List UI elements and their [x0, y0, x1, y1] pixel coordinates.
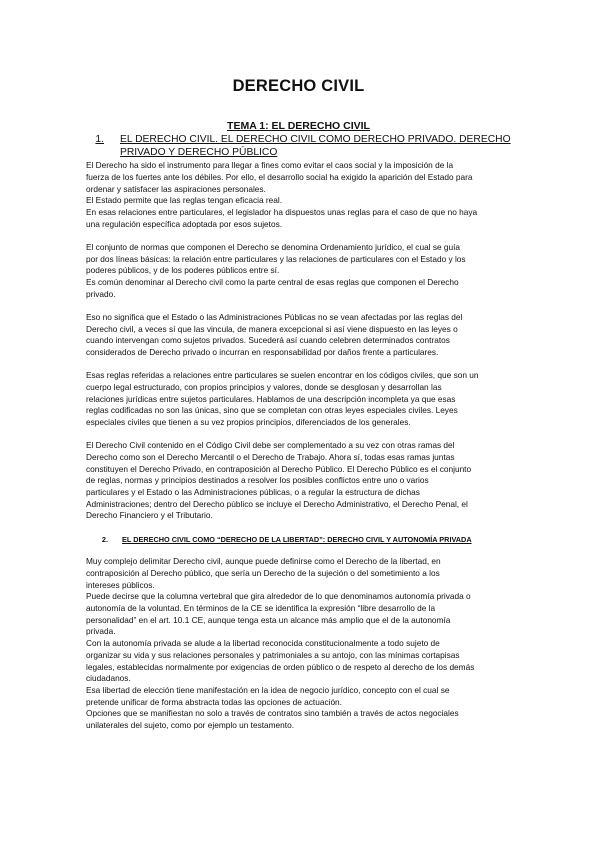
section-2-number: 2.: [101, 534, 108, 544]
paragraph-3: Eso no significa que el Estado o las Administraciones Públicas no se vean afectadas por las reglas del Derecho civil, a veces sí que las vincula, de manera excepcional si así viene dispuesto en las leyes o cuando intervengan como sujetos privados. Sucederá así cuando celebren determinados contratos considerados de Derecho privado o incurran en responsabilidad por daños frente a particulares.: [86, 311, 463, 358]
paragraph-2: El conjunto de normas que componen el Derecho se denomina Ordenamiento jurídico, el cual se guía por dos líneas básicas: la relación entre particulares y las relaciones de particulares con el Estado y los poderes públicos, y de los poderes públicos entre sí. Es común denominar al Derecho civil como la parte central de esas reglas que componen el Derecho privado.: [86, 241, 466, 299]
document-title: DERECHO CIVIL: [232, 77, 365, 95]
section-2-title: EL DERECHO CIVIL COMO “DERECHO DE LA LIBERTAD”: DERECHO CIVIL Y AUTONOMÍA PRIVADA: [122, 534, 472, 544]
tema-heading: TEMA 1: EL DERECHO CIVIL: [227, 120, 370, 132]
paragraph-5: El Derecho Civil contenido en el Código Civil debe ser complementado a su vez con otras ramas del Derecho como son el Derecho Mercantil o el Derecho de Trabajo. Ahora sí, todas esas ramas juntas constituyen el Derecho Privado, en contraposición al Derecho Público. El Derecho Público es el conjunto de reglas, normas y principios destinados a resolver los posibles conflictos entre uno o varios particulares y el Estado o las Administraciones públicas, o a regular la estructura de dichas Administraciones; dentro del Derecho público se incluye el Derecho Administrativo, el Derecho Penal, el Derecho Financiero y el Tributario.: [86, 440, 472, 521]
section-1-heading: [86, 134, 511, 159]
paragraph-1: El Derecho ha sido el instrumento para llegar a fines como evitar el caos social y la imposición de la fuerza de los fuertes ante los débiles. Por ello, el desarrollo social ha exigido la aparición del Estado para ordenar y satisfacer las aspiraciones personales. El Estado permite que las reglas tengan eficacia real. En esas relaciones entre particulares, el legislador ha dispuestos unas reglas para el caso de que no haya una regulación específica adoptada por esos sujetos.: [86, 160, 478, 229]
section-1-number: 1.: [95, 134, 104, 145]
section-1-title: EL DERECHO CIVIL. EL DERECHO CIVIL COMO DERECHO PRIVADO. DERECHO PRIVADO Y DERECHO PÚBLICO: [120, 134, 511, 158]
section-2-heading: [86, 534, 511, 545]
paragraph-6: Muy complejo delimitar Derecho civil, aunque puede definirse como el Derecho de la libertad, en contraposición al Derecho público, que sería un Derecho de la sujeción o del sometimiento a los intereses públicos. Puede decirse que la columna vertebral que gira alrededor de lo que denominamos autonomía privada o autonomía de la voluntad. En términos de la CE se identifica la expresión “libre desarrollo de la personalidad” en el art. 10.1 CE, aunque tenga esta un alcance más amplio que el de la autonomía privada. Con la autonomía privada se alude a la libertad reconocida constitucionalmente a todo sujeto de organizar su vida y sus relaciones personales y patrimoniales a su antojo, con las mínimas cortapisas legales, establecidas normalmente por exigencias de orden público o de respeto al derecho de los demás ciudadanos. Esa libertad de elección tiene manifestación en la idea de negocio jurídico, concepto con el cual se pretende unificar de forma abstracta todas las opciones de actuación. Opciones que se manifiestan no solo a través de contratos sino también a través de actos negociales unilaterales del sujeto, como por ejemplo un testamento.: [86, 556, 475, 731]
paragraph-4: Esas reglas referidas a relaciones entre particulares se suelen encontrar en los códigos civiles, que son un cuerpo legal estructurado, con propios principios y valores, donde se desglosan y desarrollan las relaciones jurídicas entre sujetos particulares. Hablamos de una descripción incompleta ya que esas reglas codificadas no son las únicas, sino que se completan con otras leyes especiales civiles. Leyes especiales civiles que tienen a su vez propios principios, diferenciados de los generales.: [86, 370, 479, 428]
